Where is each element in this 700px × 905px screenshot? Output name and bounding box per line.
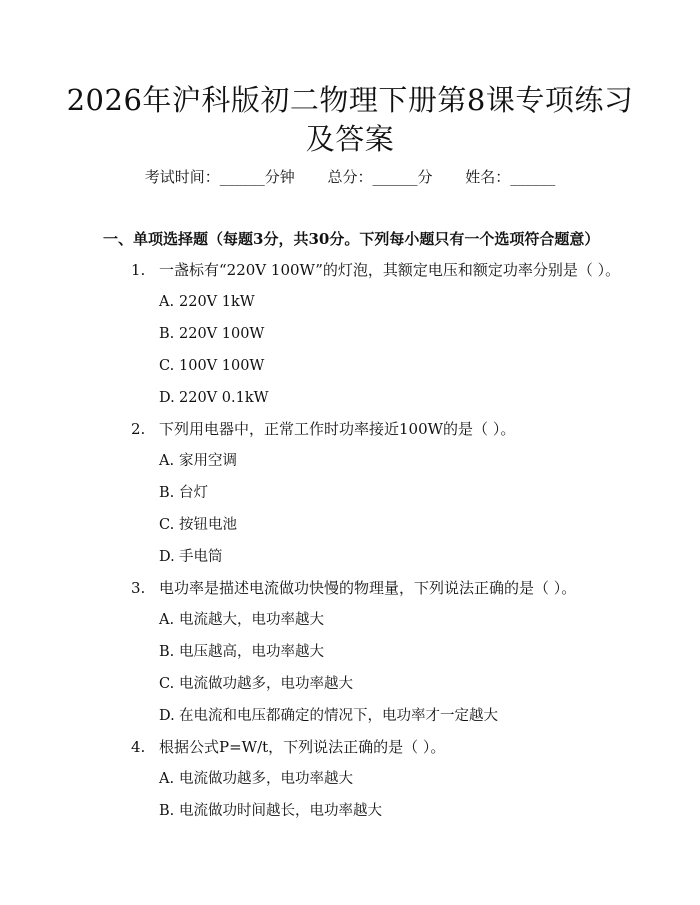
option-letter: A. <box>159 612 175 628</box>
document-title-line-1: 2026年沪科版初二物理下册第8课专项练习 <box>66 83 634 117</box>
question-1-option-a <box>159 291 255 313</box>
option-text: 电压越高，电功率越大 <box>179 644 324 660</box>
option-text: 电流做功时间越长，电功率越大 <box>179 803 382 819</box>
question-4-option-b <box>159 800 382 822</box>
student-name-field: 姓名：______ <box>465 168 556 186</box>
section-heading-single-choice: 一、单项选择题（每题3分，共30分。下列每小题只有一个选项符合题意） <box>103 230 600 248</box>
option-letter: B. <box>159 803 175 819</box>
question-2 <box>131 418 515 440</box>
question-number: 1. <box>131 261 146 279</box>
option-text: 家用空调 <box>179 453 237 469</box>
exam-time-field: 考试时间：______分钟 <box>144 168 295 186</box>
question-3-option-a <box>159 609 324 631</box>
question-text: 下列用电器中，正常工作时功率接近100W的是（ ）。 <box>159 420 516 438</box>
question-text: 根据公式P=W/t，下列说法正确的是（ ）。 <box>159 738 446 756</box>
option-letter: B. <box>159 326 175 342</box>
question-number: 4. <box>131 738 146 756</box>
option-text: 电流做功越多，电功率越大 <box>179 676 353 692</box>
option-text: 台灯 <box>179 485 208 501</box>
option-text: 220V 0.1kW <box>179 390 269 406</box>
question-number: 3. <box>131 579 146 597</box>
option-letter: C. <box>159 358 175 374</box>
option-letter: A. <box>159 771 175 787</box>
question-1-option-d <box>159 387 269 409</box>
option-letter: C. <box>159 517 175 533</box>
option-text: 220V 100W <box>179 326 265 342</box>
option-letter: A. <box>159 453 175 469</box>
option-text: 在电流和电压都确定的情况下，电功率才一定越大 <box>179 708 498 724</box>
question-4-option-a <box>159 768 353 790</box>
option-text: 电流越大，电功率越大 <box>179 612 324 628</box>
question-1-option-b <box>159 323 264 345</box>
option-letter: D. <box>159 390 175 406</box>
question-3-option-c <box>159 673 353 695</box>
question-3-option-d <box>159 705 498 727</box>
question-text: 电功率是描述电流做功快慢的物理量，下列说法正确的是（ ）。 <box>159 579 577 597</box>
option-text: 220V 1kW <box>179 294 255 310</box>
option-text: 手电筒 <box>179 549 223 565</box>
question-2-option-d <box>159 546 223 568</box>
document-title-line-2: 及答案 <box>305 122 395 156</box>
question-4 <box>131 736 445 758</box>
option-letter: A. <box>159 294 175 310</box>
question-3-option-b <box>159 641 324 663</box>
question-number: 2. <box>131 420 146 438</box>
option-letter: D. <box>159 708 175 724</box>
question-1 <box>131 259 620 281</box>
option-letter: C. <box>159 676 175 692</box>
total-score-field: 总分：______分 <box>327 168 433 186</box>
option-letter: B. <box>159 644 175 660</box>
exam-info-line <box>0 166 700 188</box>
option-letter: B. <box>159 485 175 501</box>
question-3 <box>131 577 576 599</box>
question-text: 一盏标有“220V 100W”的灯泡，其额定电压和额定功率分别是（ ）。 <box>159 261 621 279</box>
question-2-option-a <box>159 450 237 472</box>
question-2-option-c <box>159 514 237 536</box>
question-2-option-b <box>159 482 208 504</box>
option-text: 电流做功越多，电功率越大 <box>179 771 353 787</box>
option-text: 100V 100W <box>179 358 265 374</box>
question-1-option-c <box>159 355 264 377</box>
option-text: 按钮电池 <box>179 517 237 533</box>
option-letter: D. <box>159 549 175 565</box>
